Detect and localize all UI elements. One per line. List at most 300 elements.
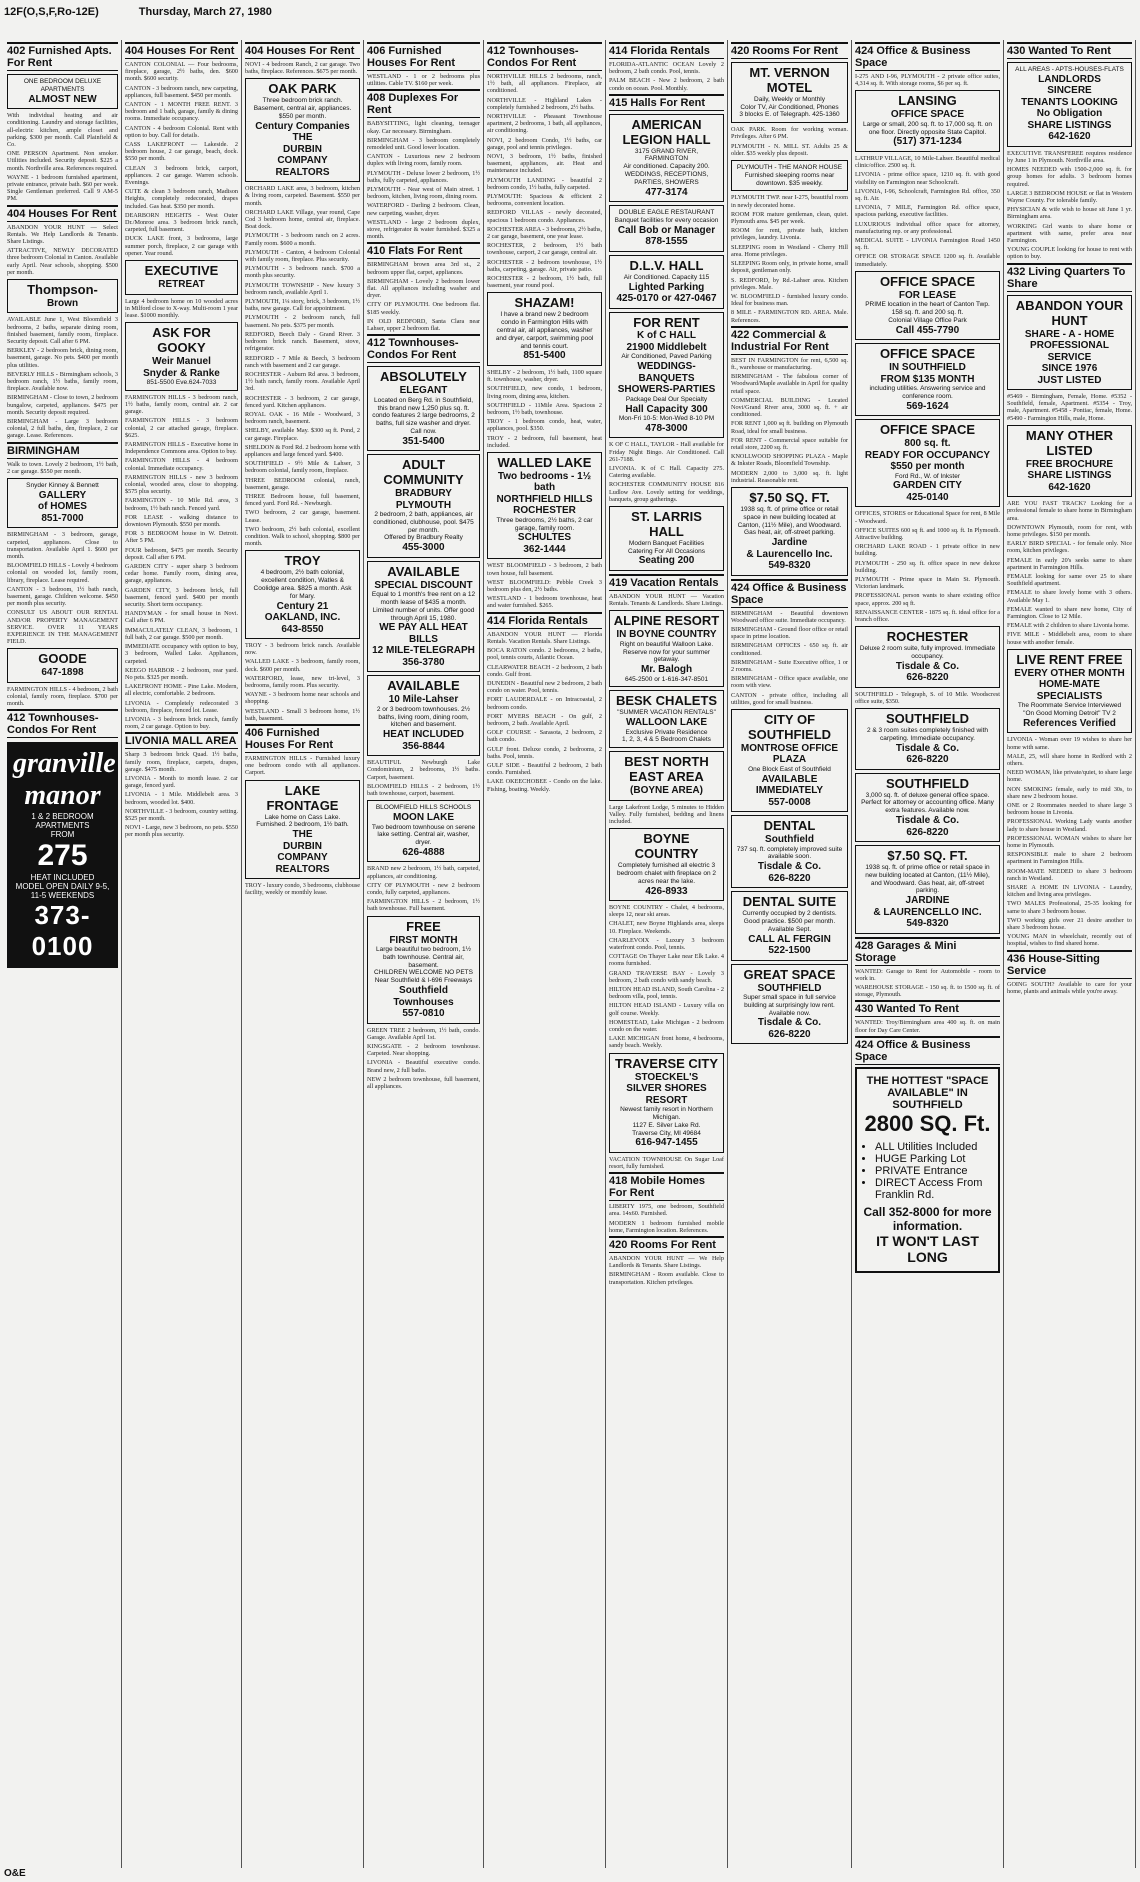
classified-ad: WATERFORD - Darling 2 bedroom. Clean, new carpeting, washer, dryer. xyxy=(367,202,480,217)
display-ad-line: THE xyxy=(292,829,313,841)
display-ad-line: ROCHESTER xyxy=(886,629,969,645)
classified-ad: NOVI, 3 bedroom, 1½ baths, finished basement, appliances, air. Heat and maintenance included. xyxy=(487,153,602,175)
classified-ad: ABANDON YOUR HUNT — We Help Landlords & Tenants. Share Listings. xyxy=(609,1255,724,1270)
classified-ad: RENAISSANCE CENTER - 1875 sq. ft. ideal office for a branch office. xyxy=(855,608,1000,624)
display-ad xyxy=(855,773,1000,842)
classified-ad: BIRMINGHAM - 3 bedroom completely remodeled unit. Good lower location. xyxy=(367,136,480,152)
display-ad-line: ABSOLUTELY xyxy=(380,369,467,385)
display-ad-line: WALLED LAKE xyxy=(497,454,592,470)
display-ad-line: The Roommate Service Interviewed xyxy=(1017,702,1122,710)
display-ad-line: 455-3000 xyxy=(402,542,445,554)
category-heading: 410 Flats For Rent xyxy=(367,242,480,259)
classified-ad: PLYMOUTH - 2 bedroom ranch, full basement. No pets. $375 per month. xyxy=(245,314,360,329)
category-heading: 406 Furnished Houses For Rent xyxy=(245,724,360,753)
column-3 xyxy=(242,40,364,1868)
classified-ad: FARMINGTON HILLS - Furnished luxury one bedroom condo with all appliances. Carport. xyxy=(245,755,360,777)
classified-ad: SHARE A HOME IN LIVONIA - Laundry, kitchen and living area privileges. xyxy=(1007,884,1132,899)
display-ad-line: EXECUTIVE xyxy=(144,263,219,279)
display-ad-line: Large beautiful two bedroom, 1½ bath townhouse. Central air, basement. xyxy=(375,946,472,969)
display-ad xyxy=(1007,649,1132,734)
classified-ad: RESPONSIBLE male to share 2 bedroom apartment in Farmington Hills. xyxy=(1007,851,1132,866)
display-ad xyxy=(367,675,480,756)
display-ad-line: $7.50 SQ. FT. xyxy=(887,848,968,864)
display-ad-line: BEST NORTH EAST AREA xyxy=(624,754,709,785)
classified-ad: ABANDON YOUR HUNT — Florida Rentals. Vacation Rentals. Share Listings. xyxy=(487,630,602,645)
display-ad-line: SCHULTES xyxy=(517,532,572,544)
classified-ad: FEMALE wanted to share new home, City of Farmington. Close to 12 Mile. xyxy=(1007,605,1132,621)
feature-item: • PRIVATE Entrance xyxy=(875,1165,992,1177)
classified-ad: WAYNE - 3 bedroom home near schools and shopping. xyxy=(245,691,360,706)
classified-ad: FOR RENT - Commercial space suitable for retail store, 2200 sq. ft. xyxy=(731,436,848,451)
classified-ad: PLYMOUTH TWP. near I-275, beautiful room in newly decorated home. xyxy=(731,194,848,209)
display-ad-line: LAKE FRONTAGE xyxy=(266,782,339,813)
display-ad-line: Currently occupied by 2 dentists. Good practice. $500 per month. Available Sept. xyxy=(742,910,837,933)
classified-ad: CHALET, new Boyne Highlands area, sleeps 10. Fireplace. Weekends. xyxy=(609,920,724,935)
classified-ad: MALE, 25, will share home in Redford with 2 others. xyxy=(1007,752,1132,767)
display-ad-line: 21900 Middlebelt xyxy=(626,341,707,353)
classified-ad: FOR RENT 1,000 sq ft. building on Plymouth Road, ideal for small business. xyxy=(731,420,848,435)
category-heading: 414 Florida Rentals xyxy=(487,612,602,629)
category-heading: 424 Office & Business Space xyxy=(855,42,1000,71)
ad-size: 2800 SQ. Ft. xyxy=(864,1110,991,1136)
display-ad-line: Catering For All Occasions xyxy=(628,547,705,555)
category-heading: 414 Florida Rentals xyxy=(609,42,724,59)
classified-ad: KEEGO HARBOR - 2 bedroom, rear yard. No pets. $325 per month. xyxy=(125,666,238,681)
display-ad-line: I have a brand new 2 bedroom condo in Farmington Hills with central air, all appliances, washer and dryer, carport, swimming pool and tennis court. xyxy=(495,311,594,350)
classified-ad: TROY - luxury condo, 3 bedrooms, clubhouse facility, weekly or monthly lease. xyxy=(245,882,360,897)
classified-ad: TWO bedroom, 2 car garage, basement. Lease. xyxy=(245,509,360,524)
column-5 xyxy=(484,40,606,1868)
display-ad xyxy=(367,366,480,451)
classified-ad: NORTHVILLE - 3 bedroom, country setting. $525 per month. xyxy=(125,807,238,822)
display-ad-line: Call 455-7790 xyxy=(895,324,960,336)
display-ad-line: 1938 sq. ft. of prime office or retail space in new building located at Canton, (11½ Mile), and Woodward. Gas heat, air, off-street parking. xyxy=(737,505,842,537)
display-ad-line: DENTAL SUITE xyxy=(742,894,837,910)
classified-ad: FARMINGTON HILLS - new 3 bedroom colonial, wooded area, close to shopping. $575 plus security. xyxy=(125,473,238,496)
display-ad-line: DURBIN xyxy=(283,840,322,852)
classified-ad: WALLED LAKE - 3 bedroom, family room, deck. $600 per month. xyxy=(245,658,360,673)
display-ad-line: Three bedrooms, 2½ baths, 2 car garage, family room. xyxy=(496,516,593,532)
classified-ad: FOR LEASE - walking distance to downtown Plymouth. $550 per month. xyxy=(125,513,238,529)
display-ad-line: "On Good Morning Detroit" TV 2 xyxy=(1023,710,1116,718)
classified-ad: BIRMINGHAM - Ground floor office or retail space in prime location. xyxy=(731,626,848,641)
display-ad-line: OFFICE SPACE xyxy=(879,273,976,289)
classified-ad: KINGSGATE - 2 bedroom townhouse. Carpeted. Near shopping. xyxy=(367,1042,480,1058)
display-ad xyxy=(125,322,238,391)
classified-ad: EARLY BIRD SPECIAL - for female only. Nice room, kitchen privileges. xyxy=(1007,540,1132,555)
display-ad-line: SHARE LISTINGS xyxy=(1027,470,1112,482)
classified-ad: LATHRUP VILLAGE, 10 Mile-Lahser. Beautiful medical clinic/office. 2500 sq. ft. xyxy=(855,154,1000,170)
classified-ad: PLYMOUTH - Near west of Main street. 1 bedroom, kitchen, living room, dining room. xyxy=(367,186,480,201)
display-ad-line: ST. LARRIS HALL xyxy=(631,508,702,539)
classified-ad: VACATION TOWNHOUSE On Sugar Loaf resort, fully furnished. xyxy=(609,1155,724,1171)
display-ad-line: 626-4888 xyxy=(402,846,445,858)
classified-ad: CITY OF PLYMOUTH - new 2 bedroom condo, fully carpeted, appliances. xyxy=(367,881,480,897)
feature-item: • DIRECT Access From Franklin Rd. xyxy=(875,1177,992,1201)
classified-ad: GOING SOUTH? Available to care for your home, plants and animals while you're away. xyxy=(1007,980,1132,995)
display-ad xyxy=(855,271,1000,340)
classified-ad: CITY OF PLYMOUTH. One bedroom flat. $185 weekly. xyxy=(367,301,480,316)
display-ad-line: MANY OTHER LISTED xyxy=(1025,427,1114,458)
display-ad-line: TENANTS LOOKING xyxy=(1021,96,1118,108)
display-ad-line: 3175 GRAND RIVER, FARMINGTON xyxy=(634,147,699,163)
classified-ad: TWO MALES Professional, 25-35 looking for same to share 3 bedroom house. xyxy=(1007,900,1132,915)
classified-ad: LUXURIOUS individual office space for attorney, manufacturing rep. or any professional. xyxy=(855,220,1000,235)
classified-ad: YOUNG COUPLE looking for house to rent with option to buy. xyxy=(1007,246,1132,261)
classified-ad: SLEEPING room in Westland - Cherry Hill area. Home privileges. xyxy=(731,243,848,258)
classified-ad: WAYNE - 1 bedroom furnished apartment, private entrance, private bath. $60 per week. Single Gentleman preferred. Call 9 AM-5 PM. xyxy=(7,173,118,203)
display-ad-line: & LAURENCELLO INC. xyxy=(873,906,982,918)
display-ad xyxy=(855,419,1000,507)
classified-ad: FOUR bedroom, $475 per month. Security deposit. Call after 6 PM. xyxy=(125,546,238,561)
display-ad xyxy=(609,114,724,202)
classified-ad: WANTED: Garage to Rent for Automobile - room to work in. xyxy=(855,967,1000,982)
column-9 xyxy=(1004,40,1136,1868)
display-ad-line: SINCERE xyxy=(1047,85,1092,97)
display-ad-line: 351-5400 xyxy=(402,435,445,447)
display-ad xyxy=(245,780,360,879)
display-ad-line: Century 21 xyxy=(276,600,329,612)
display-ad-line: OFFICE SPACE xyxy=(879,422,976,438)
display-ad-line: K of C HALL xyxy=(637,330,696,342)
classified-ad: TROY - 3 bedroom brick ranch. Available now. xyxy=(245,642,360,657)
display-ad-line: 12 MILE-TELEGRAPH xyxy=(372,645,475,657)
classified-ad: SOUTHFIELD - 11Mile Area. Spacious 2 bedroom, 1½ bath, townhouse. xyxy=(487,401,602,416)
display-ad-line: NORTHFIELD HILLS xyxy=(496,493,593,505)
classified-ad: SOUTHFIELD, new condo, 1 bedroom, living room, dining area, kitchen. xyxy=(487,385,602,400)
classified-ad: ONE or 2 Roommates needed to share large 3 bedroom house in Livonia. xyxy=(1007,802,1132,817)
display-ad-line: 362-1444 xyxy=(523,543,566,555)
classified-ad: CANTON - 3 bedroom, 1½ bath ranch, basement, garage. Children welcome. $450 per month plus security. xyxy=(7,585,118,608)
display-ad xyxy=(855,90,1000,152)
classified-ad: ORCHARD LAKE ROAD - 1 private office in new building. xyxy=(855,543,1000,558)
classified-ad: PLYMOUTH TOWNSHIP - New luxury 3 bedroom ranch, available April 1. xyxy=(245,281,360,296)
display-ad-line: 356-3780 xyxy=(402,656,445,668)
display-ad xyxy=(7,74,118,109)
display-ad xyxy=(731,709,848,812)
display-ad-line: Air conditioned. Capacity 200. WEDDINGS, RECEPTIONS, PARTIES, SHOWERS xyxy=(623,163,710,186)
classified-ad: OFFICE SUITES 600 sq ft. and 1000 sq. ft. In Plymouth. Attractive building. xyxy=(855,526,1000,541)
display-ad xyxy=(367,561,480,673)
display-ad xyxy=(855,845,1000,934)
display-ad-line: FREE xyxy=(406,918,441,934)
display-ad xyxy=(1007,62,1132,147)
classified-ad: GARDEN CITY - super sharp 3 bedroom cedar home. Family room, dining area, garage, appliances. xyxy=(125,563,238,585)
display-ad-line: DENTAL xyxy=(763,818,816,834)
display-ad-line: Lighted Parking xyxy=(628,281,705,293)
display-ad-line: 522-1500 xyxy=(768,945,811,957)
classified-ad: GOLF COURSE - Sarasota, 2 bedroom, 2 bath condo. xyxy=(487,729,602,744)
classified-ad: EXECUTIVE TRANSFEREE requires residence by June 1 in Plymouth. Northville area. xyxy=(1007,149,1132,164)
classified-ad: DOWNTOWN Plymouth, room for rent, with home privileges. $150 per month. xyxy=(1007,523,1132,539)
classified-ad: BOCA RATON condo. 2 bedrooms, 2 baths, pool, tennis courts, Atlantic Ocean. xyxy=(487,647,602,662)
classified-ad: LIVONIA, 7 MILE, Farmington Rd. office space, spacious parking, executive facilities. xyxy=(855,204,1000,219)
display-ad xyxy=(487,292,602,365)
classified-ad: Sharp 3 bedroom brick Quad. 1½ baths, family room, fireplace, carpets, drapes, garage. $475 month. xyxy=(125,751,238,773)
category-heading: 424 Office & Business Space xyxy=(731,579,848,608)
display-ad-line: 737 sq. ft. completely improved suite available soon. xyxy=(736,845,843,861)
display-ad xyxy=(609,690,724,748)
classified-ad: BEVERLY HILLS - Birmingham schools, 3 bedroom ranch, 1½ baths, family room, fireplace. Available now. xyxy=(7,370,118,393)
classified-ad: WESTLAND - 1 bedroom townhouse, heat and water furnished. $265. xyxy=(487,595,602,610)
classified-ad: HOMESTEAD, Lake Michigan - 2 bedroom condo on the water. xyxy=(609,1018,724,1034)
display-ad-line: TROY xyxy=(284,553,321,569)
display-ad-line: BESK CHALETS xyxy=(615,693,718,709)
column-1 xyxy=(4,40,122,1868)
display-ad-line: SHARE LISTINGS xyxy=(1027,119,1112,131)
display-ad-line: Package Deal Our Specialty xyxy=(625,395,708,403)
classified-ad: PLYMOUTH - 250 sq. ft. office space in new deluxe building. xyxy=(855,559,1000,574)
classified-ad: BIRMINGHAM - Lovely 2 bedroom lower flat. All appliances including washer and dryer. xyxy=(367,277,480,300)
display-ad-line: Lake home on Cass Lake. Furnished. 2 bedroom, 1½ bath. xyxy=(256,813,349,829)
classified-ad: PHYSICIAN & wife wish to house sit June 1 yr. Birmingham area. xyxy=(1007,206,1132,221)
display-ad-line: AVAILABLE xyxy=(387,563,460,579)
classified-ad: NORTHVILLE - Pheasant Townhouse apartment, 2 bedrooms, 1 bath, all appliances, air conditioning. xyxy=(487,113,602,135)
classified-ad: FIVE MILE - Middlebelt area, room to share house with another female. xyxy=(1007,631,1132,646)
display-ad-line: 2 bedroom, 2 bath, appliances, air conditioned, clubhouse, pool. $475 per month. xyxy=(373,511,474,534)
classified-ad: ABANDON YOUR HUNT — Vacation Rentals. Tenants & Landlords. Share Listings. xyxy=(609,592,724,608)
classified-ad: LIVONIA - prime office space, 1210 sq. ft. with good visibility on Farmington near Schoolcraft. xyxy=(855,171,1000,186)
feature-item: • ALL Utilities Included xyxy=(875,1141,992,1153)
display-ad xyxy=(245,550,360,639)
display-ad-line: Tisdale & Co. xyxy=(757,861,822,873)
classified-ad: K OF C HALL, TAYLOR - Hall available for Friday Night Bingo. Air Conditioned. Call 261-7188. xyxy=(609,441,724,463)
display-ad xyxy=(731,62,848,123)
category-heading: 428 Garages & Mini Storage xyxy=(855,937,1000,966)
classified-ad: MEDICAL SUITE - LIVONIA Farmington Road 1450 sq. ft. xyxy=(855,236,1000,252)
classified-ad: PLYMOUTH LANDING - beautiful 2 bedroom condo, 1½ baths, fully carpeted. xyxy=(487,176,602,191)
display-ad-line: LIVE RENT FREE xyxy=(1016,651,1123,667)
classified-ad: HILTON HEAD ISLAND, South Carolina - 2 bedroom villa, pool, tennis. xyxy=(609,986,724,1001)
display-ad-line: 626-8220 xyxy=(768,1028,811,1040)
category-heading: 408 Duplexes For Rent xyxy=(367,89,480,118)
classified-ad: PROFESSIONAL person wants to share existing office space, approx. 200 sq ft. xyxy=(855,592,1000,607)
classified-ad: NOVI - 4 bedroom Ranch, 2 car garage. Two baths, fireplace. References. $675 per month. xyxy=(245,61,360,76)
display-ad xyxy=(731,487,848,576)
classified-ad: SHELDON & Ford Rd. 2 bedroom home with appliances and large fenced yard. $400. xyxy=(245,443,360,458)
classified-ad: FARMINGTON HILLS - 2 bedroom, 1½ bath townhouse. Full basement. xyxy=(367,898,480,913)
classified-ad: BERKLEY - 2 bedroom brick, dining room, basement, garage. No pets. $400 per month plus utilities. xyxy=(7,347,118,369)
display-ad-line: 425-0140 xyxy=(906,491,949,503)
classified-ad: FLORIDA-ATLANTIC OCEAN Lovely 2 bedroom, 2 bath condo. Pool, tennis. xyxy=(609,61,724,76)
category-heading: 415 Halls For Rent xyxy=(609,94,724,111)
classified-ad: HOMES NEEDED with 1500-2,000 sq. ft. for group homes for adults. 3 bedroom homes required. xyxy=(1007,166,1132,188)
classified-ad: ROOM-MATE NEEDED to share 3 bedroom ranch in Westland. xyxy=(1007,867,1132,882)
classified-ad: ATTRACTIVE, NEWLY DECORATED three bedroom Colonial in Canton. Available early April. Near schools, shopping. $500 per month. xyxy=(7,247,118,276)
classified-ad: ORCHARD LAKE area, 3 bedroom, kitchen & living room, carpeted. Basement. $550 per month. xyxy=(245,185,360,207)
classified-ad: CLEAN 3 bedroom brick, carport, appliances. 2 car garage. Warren schools. Evenings. xyxy=(125,164,238,187)
display-ad xyxy=(855,343,1000,416)
display-ad-line: AVAILABLE IMMEDIATELY xyxy=(755,773,824,797)
display-ad-line: & Laurencello Inc. xyxy=(746,548,833,560)
classified-ad: PLYMOUTH - 3 bedroom ranch. $700 a month plus security. xyxy=(245,265,360,280)
classified-ad: FARMINGTON - 10 Mile Rd. area, 3 bedroom, 1½ bath ranch. Fenced yard. xyxy=(125,497,238,512)
display-ad-line: Brown xyxy=(46,297,79,309)
display-ad-line: 626-8220 xyxy=(906,754,949,766)
display-ad-line: ADULT COMMUNITY xyxy=(383,457,464,488)
display-ad-line: FOR LEASE xyxy=(898,289,957,301)
classified-ad: FARMINGTON HILLS - Executive home in Independence Commons area. Option to buy. xyxy=(125,441,238,456)
classified-ad: With individual heating and air conditioning. Laundry and storage facilities, all-electric kitchen, ample closet and parking. $300 per month. Call Plainfield & Co. xyxy=(7,112,118,148)
classified-ad: WEST BLOOMFIELD: Pebble Creek 3 bedroom plus den, 2½ baths. xyxy=(487,578,602,594)
classified-ad: FEMALE looking for same over 25 to share Southfield apartment. xyxy=(1007,573,1132,588)
display-ad-line: "SUMMER VACATION RENTALS" xyxy=(617,709,716,717)
category-heading: 404 Houses For Rent xyxy=(245,42,360,59)
classified-ad: FEMALE with 2 children to share Livonia home. xyxy=(1007,622,1130,630)
display-ad-line: 851-5400 xyxy=(523,350,566,362)
display-ad-line: OAKLAND, INC. xyxy=(264,612,341,623)
classified-ad: NORTHVILLE HILLS 2 bedrooms, ranch, 1½ bath, all appliances. Fireplace, air conditioned. xyxy=(487,73,602,95)
display-ad-line: 643-8550 xyxy=(281,623,324,635)
display-ad-line: Jardine xyxy=(771,537,808,549)
display-ad-line: IN BOYNE COUNTRY xyxy=(616,629,717,641)
column-8 xyxy=(852,40,1004,1868)
display-ad xyxy=(731,160,848,191)
display-ad-line: JUST LISTED xyxy=(1037,374,1102,386)
display-ad-line: Tisdale & Co. xyxy=(895,742,960,754)
display-ad-line: Tisdale & Co. xyxy=(757,1017,822,1029)
display-ad-line: Tisdale & Co. xyxy=(895,660,960,672)
display-ad xyxy=(125,260,238,294)
display-ad-line: Two bedrooms - 1½ bath xyxy=(497,470,592,494)
display-ad-line: (BOYNE AREA) xyxy=(630,785,703,797)
display-ad-line: FOR RENT xyxy=(633,314,700,330)
classified-ad: REDFORD VILLAS - newly decorated, spacious 1 bedroom condo. Appliances. xyxy=(487,209,602,224)
ad-call: Call 352-8000 for more information. xyxy=(863,1204,992,1233)
display-ad-line: GREAT SPACE xyxy=(743,966,836,982)
classified-ad: GULF SIDE - Beautiful 2 bedroom, 2 bath condo. Furnished. xyxy=(487,761,602,777)
classified-ad: WANTED: Troy/Birmingham area 400 sq. ft. on main floor for Day Care Center. xyxy=(855,1019,1000,1034)
display-ad-line: Near Southfield & I-696 Freeways xyxy=(374,977,473,985)
classified-ad: WESTLAND - large 2 bedroom duplex, stove, refrigerator & water furnished. $325 a month. xyxy=(367,218,480,241)
classified-ad: 8 MILE - FARMINGTON RD. AREA. Male. References. xyxy=(731,309,848,324)
classified-ad: HILTON HEAD ISLAND - Luxury villa on golf course. Weekly. xyxy=(609,1002,724,1017)
classified-ad: CASS LAKEFRONT — Lakeside. 2 bedroom house, 2 car garage, beach, dock. $550 per month. xyxy=(125,141,238,163)
page-masthead xyxy=(4,4,1136,20)
classified-ad: CUTE & clean 3 bedroom ranch, Madison Heights, completely redecorated, drapes included. Gas heat. $350 per month. xyxy=(125,188,238,210)
ad-title: THE HOTTEST "SPACE AVAILABLE" IN SOUTHFIELD xyxy=(866,1074,989,1111)
display-ad-line: Southfield Townhouses xyxy=(393,985,454,1008)
ad-tagline: IT WON'T LAST LONG xyxy=(876,1232,979,1265)
classified-ad: FORT LAUDERDALE - on Intracoastal, 2 bedroom condo. xyxy=(487,696,602,711)
display-ad-line: Exclusive Private Residence xyxy=(625,728,708,736)
display-ad-line: 642-1620 xyxy=(1048,481,1091,493)
classified-ad: BIRMINGHAM - Large 3 bedroom colonial, 2 full baths, den, fireplace, 2 car garage. Lease. References. xyxy=(7,418,118,440)
classified-ad: BIRMINGHAM OFFICES - 650 sq. ft. air conditioned. xyxy=(731,642,848,657)
display-ad-line: Banquet facilities for every occasion xyxy=(614,216,719,224)
classified-ad: PLYMOUTH - Canton, 4 bedroom Colonial with family room, fireplace. Plus security. xyxy=(245,248,360,264)
classified-ad: LARGE 3 BEDROOM HOUSE or flat in Western Wayne County. For tolerable family. xyxy=(1007,189,1132,205)
display-ad-line: Air Conditioned. Capacity 115 xyxy=(623,273,710,281)
display-ad-line: LANDLORDS xyxy=(1038,73,1101,85)
display-ad-line: Equal to 1 month's free rent on a 12 month lease of $435 a month. xyxy=(371,591,476,606)
display-ad xyxy=(731,964,848,1045)
classified-ad: ONE PERSON Apartment. Non smoker. Utilities included. Security deposit. $225 a month. Northville area. References required. xyxy=(7,150,118,172)
classified-ad: HANDYMAN - for small house in Novi. Call after 6 PM. xyxy=(125,610,238,625)
classified-ad: KNOLLWOOD SHOPPING PLAZA - Maple & Inkster Roads, Bloomfield Township. xyxy=(731,453,848,468)
display-ad-line: FROM $135 MONTH xyxy=(880,373,975,385)
classified-ad: WORKING Girl wants to share home or apartment with same, prefer area near Farmington. xyxy=(1007,222,1132,245)
display-ad-line: 626-8220 xyxy=(906,672,949,684)
display-ad-line: D.L.V. HALL xyxy=(629,257,704,273)
classified-ad: BIRMINGHAM - 3 bedroom, garage, carpeted, appliances. Close to transportation. Available April 1. $600 per month. xyxy=(7,531,118,560)
display-ad-line: One Block East of Southfield xyxy=(748,765,831,773)
classified-ad: BLOOMFIELD HILLS - 2 bedroom, 1½ bath townhouse, carport, basement. xyxy=(367,782,480,798)
display-ad-line: PROFESSIONAL SERVICE xyxy=(1030,340,1109,363)
display-ad-line: Deluxe 2 room suite, fully improved. Immediate occupancy. xyxy=(859,645,996,660)
display-ad-line: Three bedroom brick ranch. Basement, central air, appliances. $550 per month. xyxy=(253,97,352,120)
classified-ad: PALM BEACH - New 2 bedroom, 2 bath condo on ocean. Pool. Monthly. xyxy=(609,77,724,92)
display-ad-line: ELEGANT xyxy=(399,385,448,397)
column-7 xyxy=(728,40,852,1868)
classified-ad: WAREHOUSE STORAGE - 150 sq. ft. to 1500 sq. ft. of storage, Plymouth. xyxy=(855,984,1000,999)
classified-ad: IN OLD REDFORD, Santa Clara near Lahser, upper 2 bedroom flat. xyxy=(367,317,480,333)
display-ad-line: 2 & 3 room suites completely finished with carpeting. Immediate occupancy. xyxy=(866,727,989,742)
display-ad xyxy=(855,626,1000,688)
classified-ad: OAK PARK. Room for working woman. Privileges. After 6 PM. xyxy=(731,126,848,141)
classified-ad: CANTON - private office, including all utilities, good for small business. xyxy=(731,691,848,706)
display-ad xyxy=(609,506,724,571)
display-ad-line: OAK PARK xyxy=(268,81,337,97)
display-ad-line: DURBIN xyxy=(283,143,322,155)
display-ad-line: ALL AREAS - APTS-HOUSES-FLATS xyxy=(1015,66,1124,73)
display-ad-line: 3,000 sq. ft. of deluxe general office space. Perfect for attorney or accounting office. Many extra features. Available now. xyxy=(861,791,994,815)
display-ad-line: 549-8320 xyxy=(906,918,949,930)
display-ad-line: ROCHESTER xyxy=(513,505,576,517)
display-ad-line: of HOMES xyxy=(38,501,87,513)
classified-ad: BABYSITTING, light cleaning, teenager okay. Car necessary. Birmingham. xyxy=(367,120,480,135)
display-ad xyxy=(609,205,724,252)
display-ad-line: Thompson- xyxy=(27,281,98,297)
classified-ad: THREE BEDROOM colonial, ranch, basement, garage. xyxy=(245,476,360,491)
display-ad-line: CALL AL FERGIN xyxy=(748,933,831,945)
classified-ad: NOVI, 2 bedroom Condo, 1½ baths, car garage, pool and tennis privileges. xyxy=(487,136,602,151)
display-ad-line: SOUTHFIELD xyxy=(885,711,970,727)
classified-ad: FEMALE in early 20's seeks same to share apartment in Farmington Hills. xyxy=(1007,556,1132,571)
display-ad-line: READY FOR OCCUPANCY xyxy=(864,449,991,461)
display-ad-line: AVAILABLE xyxy=(387,678,460,694)
display-ad-line: MT. VERNON MOTEL xyxy=(749,65,830,95)
display-ad xyxy=(245,78,360,182)
classified-ad: SHELBY, available May. $300 sq ft. Pond, 2 car garage. Fireplace. xyxy=(245,427,360,442)
display-ad-line: SINCE 1976 xyxy=(1041,363,1098,375)
display-ad-line: 425-0170 or 427-0467 xyxy=(616,293,717,304)
classified-ad: GREEN TREE 2 bedroom, 1½ bath, condo. Garage. Available April 1st. xyxy=(367,1026,480,1041)
display-ad-line: THE xyxy=(292,132,313,144)
granville-logo: granville manor xyxy=(13,748,116,812)
classified-ad: IMMEDIATE occupancy with option to buy, 3 bedroom, Walled Lake. Appliances, carpeted. xyxy=(125,643,238,665)
classified-ad: GRAND TRAVERSE BAY - Lovely 3 bedroom, 2 bath condo with sandy beach. xyxy=(609,969,724,984)
display-ad-line: Modern Banquet Facilities xyxy=(628,539,705,547)
classified-ad: LAKEFRONT HOME - Pine Lake. Modern, all electric, comfortable. 2 bedroom. xyxy=(125,683,238,698)
classified-ad: REDFORD - 7 Mile & Beech, 3 bedroom ranch with basement and 2 car garage. xyxy=(245,354,360,369)
granville-heat: HEAT INCLUDED xyxy=(30,873,95,883)
granville-from: FROM xyxy=(50,830,75,840)
classified-ad: PROFESSIONAL WOMAN wishes to share her home in Plymouth. xyxy=(1007,834,1132,850)
classified-ad: OFFICES, STORES or Educational Space for rent, 8 Mile - Woodward. xyxy=(855,510,1000,525)
granville-phone: 373-0100 xyxy=(31,900,94,962)
display-ad-line: CHILDREN WELCOME NO PETS xyxy=(374,969,473,977)
classified-ad: LAKE OKEECHOBEE - Condo on the lake. Fishing, boating. Weekly. xyxy=(487,778,602,793)
display-ad-line: Offered by Bradbury Realty xyxy=(384,534,463,542)
category-heading: BIRMINGHAM xyxy=(7,442,118,459)
feature-item: • HUGE Parking Lot xyxy=(875,1153,992,1165)
display-ad-line: 878-1555 xyxy=(645,236,688,248)
classified-ad: I-275 AND I-96, PLYMOUTH - 2 private office suites, 4,314 sq. ft. With storage rooms, $6 per sq. ft. xyxy=(855,73,1000,88)
classified-ad: S. REDFORD, by Rd.-Lahser area. Kitchen privileges. Male. xyxy=(731,276,848,291)
display-ad-line: Ford Rd., W. of Inkster xyxy=(894,472,961,480)
classified-ad: FEMALE to share lovely home with 3 others. Available May 1. xyxy=(1007,589,1132,604)
